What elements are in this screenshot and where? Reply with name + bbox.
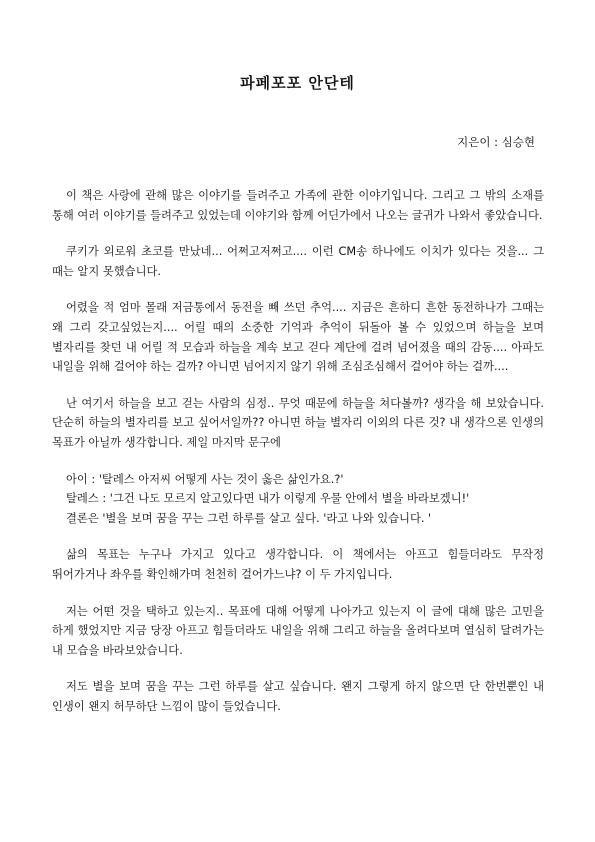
paragraph-7: 저도 별을 보며 꿈을 꾸는 그런 하루를 살고 싶습니다. 왠지 그렇게 하지 않으면 단 한번뿐인 내 인생이 왠지 허무하단 느낌이 많이 들었습니다.: [52, 680, 544, 713]
paragraph-2: 쿠키가 외로워 초코를 만났네... 어쩌고저쩌고.... 이런 CM송 하나에도 이치가 있다는 것을... 그 때는 알지 못했습니다.: [52, 245, 544, 278]
paragraph-6: 저는 어떤 것을 택하고 있는지.. 목표에 대해 어떻게 나아가고 있는지 이 글에 대해 많은 고민을 하게 했었지만 지금 당장 아프고 힘들더라도 내일을 위해 그리고 하늘을 올려다보며 열심히 달려가는 내 모습을 바라보았습니다.: [52, 604, 544, 657]
paragraph-5: 삶의 목표는 누구나 가지고 있다고 생각합니다. 이 책에서는 아프고 힘들더라도 무작정 뛰어가거나 좌우를 확인해가며 천천히 걸어가느냐? 이 두 가지입니다.: [52, 548, 544, 581]
document-title: 파페포포 안단테: [240, 74, 355, 92]
author-line: 지은이 : 심승현: [457, 135, 535, 149]
dialogue-line-thales: 탈레스 : '그건 나도 모르지 알고있다면 내가 이렇게 우물 안에서 별을 바라보겠니!': [66, 492, 470, 506]
paragraph-4: 난 여기서 하늘을 보고 걷는 사람의 심정.. 무엇 때문에 하늘을 쳐다볼까? 생각을 해 보았습니다. 단순히 하늘의 별자리를 보고 싶어서일까?? 아니면 하늘 별자리 이외의 다른 것? 내 생각으론 인생의 목표가 아닐까 생각합니다. 제일 마지막 문구에: [52, 396, 544, 449]
dialogue-line-child: 아이 : '탈레스 아저씨 어떻게 사는 것이 옳은 삶인가요.?': [66, 472, 344, 486]
dialogue-line-conclusion: 결론은 '별을 보며 꿈을 꾸는 그런 하루를 살고 싶다. '라고 나와 있습니다. ': [66, 511, 432, 525]
paragraph-3: 어렸을 적 엄마 몰래 저금통에서 동전을 빼 쓰던 추억.... 지금은 흔하디 흔한 동전하나가 그때는 왜 그리 갖고싶었는지.... 어릴 때의 소중한 기억과 추억이 뒤돌아 볼 수 있었으며 하늘을 보며 별자리를 찾던 내 어릴 적 모습과 하늘을 계속 보고 걷다 계단에 걸려 넘어졌을 때의 감동.... 아파도 내일을 위해 걸어야 하는 걸까? 아니면 넘어지지 않기 위해 조심조심해서 걸어야 하는 걸까....: [52, 301, 544, 374]
paragraph-1: 이 책은 사랑에 관해 많은 이야기를 들려주고 가족에 관한 이야기입니다. 그리고 그 밖의 소재를 통해 여러 이야기를 들려주고 있었는데 이야기와 함께 어딘가에서 나오는 글귀가 나와서 좋았습니다.: [52, 189, 544, 222]
document-body: [52, 186, 544, 733]
dialogue-block: [52, 470, 544, 529]
